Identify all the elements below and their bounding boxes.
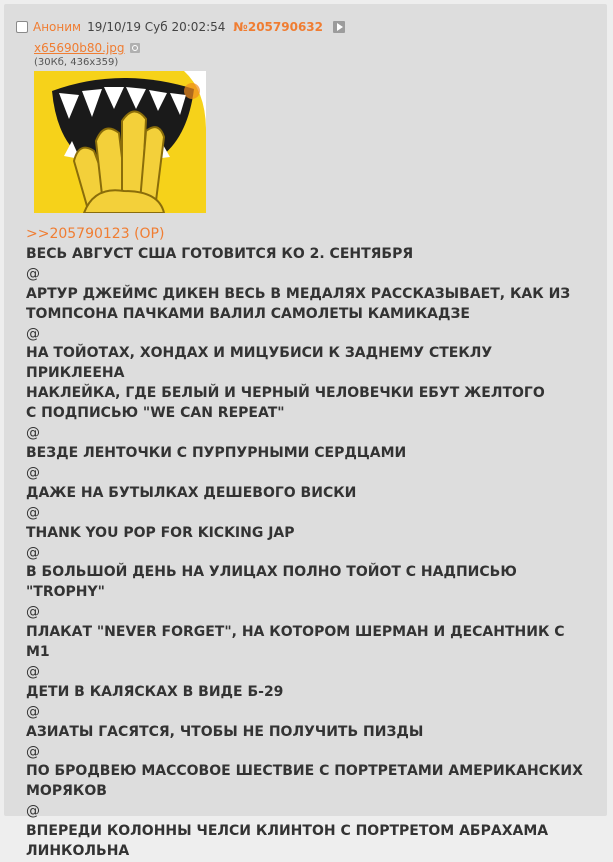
separator-at: @ <box>26 504 40 521</box>
post-text-line: ДЕТИ В КАЛЯСКАХ В ВИДЕ Б-29 <box>26 683 284 700</box>
post-text-line: ДАЖЕ НА БУТЫЛКАХ ДЕШЕВОГО ВИСКИ <box>26 484 357 501</box>
post-lines <box>26 245 591 862</box>
post-menu-icon[interactable] <box>333 21 345 33</box>
post-text-line: АРТУР ДЖЕЙМС ДИКЕН ВЕСЬ В МЕДАЛЯХ РАССКАЗЫВАЕТ, КАК ИЗ <box>26 285 571 302</box>
separator-at: @ <box>26 743 40 760</box>
post-container <box>4 4 607 860</box>
file-info: (30Кб, 436x359) <box>34 57 119 68</box>
separator-at: @ <box>26 803 40 820</box>
file-name-link[interactable]: x65690b80.jpg <box>34 41 125 55</box>
post-select-checkbox[interactable] <box>16 21 28 33</box>
post-text-line: THANK YOU POP FOR KICKING JAP <box>26 524 295 541</box>
post-text-line: ТОМПСОНА ПАЧКАМИ ВАЛИЛ САМОЛЕТЫ КАМИКАДЗЕ <box>26 305 470 322</box>
post-text-line: ВЕЗДЕ ЛЕНТОЧКИ С ПУРПУРНЫМИ СЕРДЦАМИ <box>26 444 407 461</box>
post-date: 19/10/19 Суб 20:02:54 <box>87 20 226 34</box>
post-text-line: МОРЯКОВ <box>26 783 107 800</box>
post-text-line: ПЛАКАТ "NEVER FORGET", НА КОТОРОМ ШЕРМАН И ДЕСАНТНИК С М1 <box>26 624 565 661</box>
post-text-line: ПО БРОДВЕЮ МАССОВОЕ ШЕСТВИЕ С ПОРТРЕТАМИ АМЕРИКАНСКИХ <box>26 763 583 780</box>
post-text-line: В БОЛЬШОЙ ДЕНЬ НА УЛИЦАХ ПОЛНО ТОЙОТ С НАДПИСЬЮ "TROPHY" <box>26 564 517 601</box>
post-body <box>26 225 591 862</box>
post-text-line: НА ТОЙОТАХ, ХОНДАХ И МИЦУБИСИ К ЗАДНЕМУ СТЕКЛУ ПРИКЛЕЕНА <box>26 345 493 382</box>
post-text-line: ВЕСЬ АВГУСТ США ГОТОВИТСЯ КО 2. СЕНТЯБРЯ <box>26 245 414 262</box>
separator-at: @ <box>26 464 40 481</box>
file-line <box>34 41 140 55</box>
post-text-line: ЛИНКОЛЬНА <box>26 843 130 860</box>
separator-at: @ <box>26 425 40 442</box>
post-header <box>16 18 345 36</box>
separator-at: @ <box>26 544 40 561</box>
post-number-link[interactable]: №205790632 <box>233 20 323 34</box>
image-search-icon[interactable] <box>130 43 140 53</box>
post-text-line: ВПЕРЕДИ КОЛОННЫ ЧЕЛСИ КЛИНТОН С ПОРТРЕТОМ АБРАХАМА <box>26 823 549 840</box>
separator-at: @ <box>26 325 40 342</box>
separator-at: @ <box>26 663 40 680</box>
separator-at: @ <box>26 703 40 720</box>
separator-at: @ <box>26 604 40 621</box>
post-text-line: АЗИАТЫ ГАСЯТСЯ, ЧТОБЫ НЕ ПОЛУЧИТЬ ПИЗДЫ <box>26 723 424 740</box>
separator-at: @ <box>26 265 40 282</box>
reply-link[interactable]: >>205790123 (OP) <box>26 226 165 242</box>
smiley-image <box>34 71 206 213</box>
post-text-line: НАКЛЕЙКА, ГДЕ БЕЛЫЙ И ЧЕРНЫЙ ЧЕЛОВЕЧКИ ЕБУТ ЖЕЛТОГО <box>26 385 545 402</box>
poster-name[interactable]: Аноним <box>33 20 82 34</box>
post-image-thumbnail[interactable] <box>34 71 206 213</box>
post-text-line: С ПОДПИСЬЮ "WE CAN REPEAT" <box>26 405 285 422</box>
